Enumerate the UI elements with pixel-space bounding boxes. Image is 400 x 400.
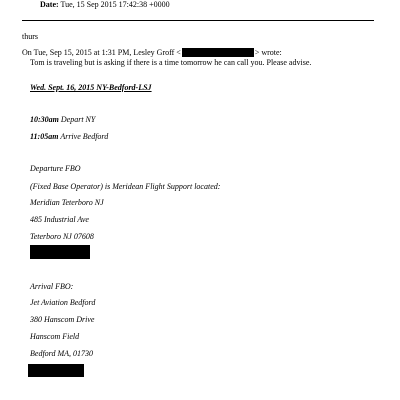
arrival-fbo-city: Bedford MA, 01730 [30, 349, 94, 358]
arrive-text: Arrive Bedford [60, 132, 109, 141]
depart-line [30, 115, 95, 124]
departure-fbo-name: Meridian Teterboro NJ [30, 198, 104, 207]
arrival-fbo-name: Jet Aviation Bedford [30, 298, 96, 307]
arrive-line [30, 132, 108, 141]
date-label: Date: [40, 0, 59, 9]
redacted-email-box [182, 48, 254, 57]
header-divider [22, 20, 374, 21]
arrival-fbo-field: Hanscom Field [30, 332, 80, 341]
departure-fbo-street: 485 Industrial Ave [30, 215, 89, 224]
email-date-line [40, 0, 170, 9]
date-value: Tue, 15 Sep 2015 17:42:38 +0000 [60, 0, 170, 9]
departure-fbo-desc: (Fixed Base Operator) is Meridean Flight Support located: [30, 182, 221, 191]
arrival-fbo-label: Arrival FBO: [30, 282, 74, 291]
arrive-time: 11:05am [30, 132, 59, 141]
redacted-block [28, 364, 84, 377]
redacted-block [30, 245, 90, 259]
depart-text: Depart NY [60, 115, 96, 124]
departure-fbo-city: Teterboro NJ 07608 [30, 232, 94, 241]
itinerary-heading: Wed. Sept. 16, 2015 NY-Bedford-LSJ [30, 83, 152, 92]
reply-text: thurs [22, 32, 38, 41]
depart-time: 10:30am [30, 115, 59, 124]
attribution-suffix: > wrote: [254, 48, 282, 57]
attribution-prefix: On Tue, Sep 15, 2015 at 1:31 PM, Lesley Groff < [22, 48, 181, 57]
departure-fbo-label: Departure FBO [30, 164, 81, 173]
quoted-message: Tom is traveling but is asking if there is a time tomorrow he can call you. Please advise. [30, 58, 312, 67]
quote-attribution [22, 48, 282, 57]
arrival-fbo-street: 380 Hanscom Drive [30, 315, 95, 324]
